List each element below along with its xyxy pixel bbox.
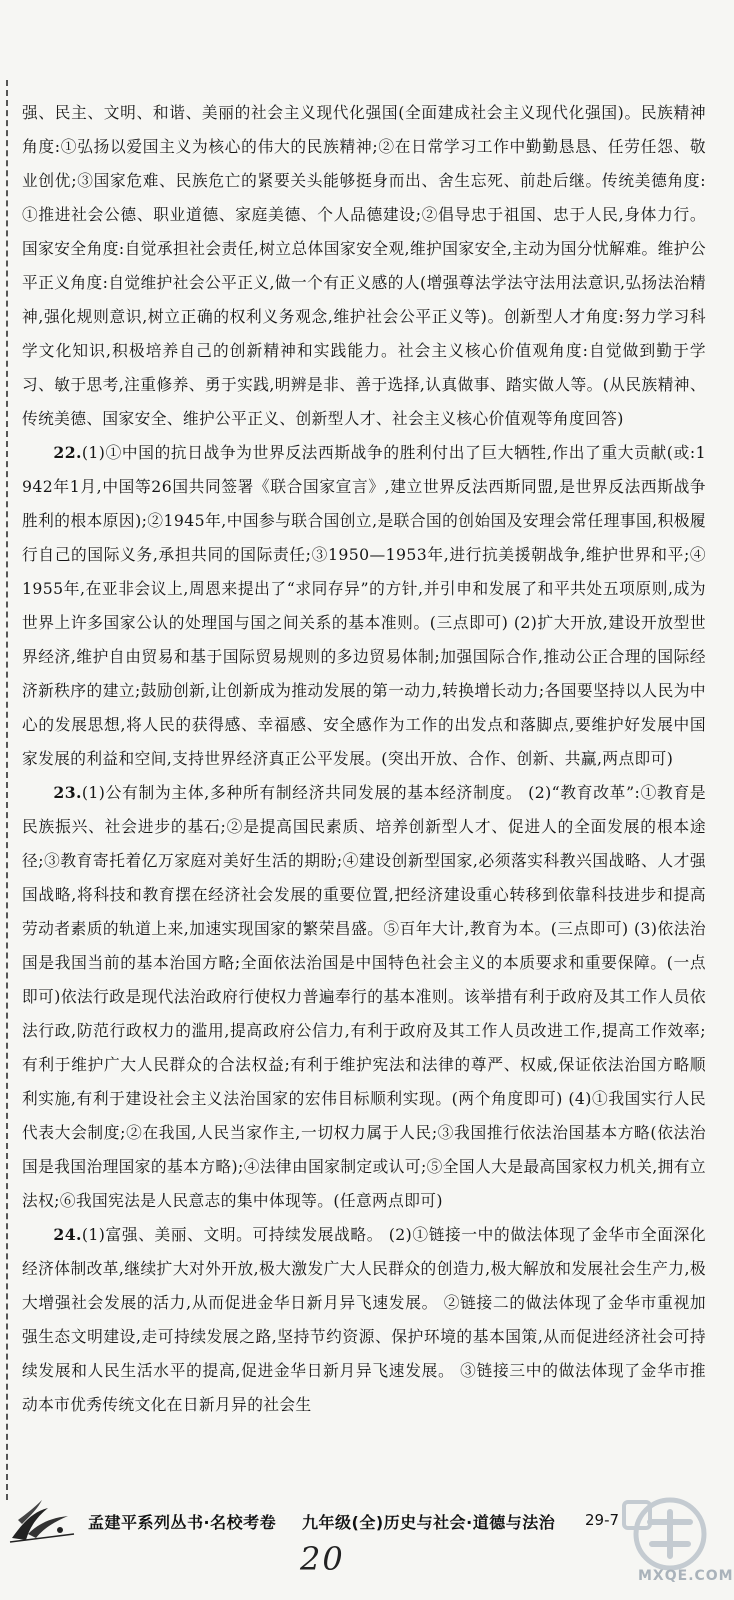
page-footer xyxy=(0,1494,734,1600)
question-number: 24. xyxy=(53,1225,82,1244)
paragraph-text: (1)①中国的抗日战争为世界反法西斯战争的胜利付出了巨大牺牲,作出了重大贡献(或:1942年1月,中国等26国共同签署《联合国家宣言》,建立世界反法西斯同盟,是世界反法西斯战争胜利的根本原因);②1945年,中国参与联合国创立,是联合国的创始国及安理会常任理事国,积极履行自己的国际义务,承担共同的国际责任;③1950—1953年,进行抗美援朝战争,维护世界和平;④1955年,在亚非会议上,周恩来提出了“求同存异”的方针,并引申和发展了和平共处五项原则,成为世界上许多国家公认的处理国与国之间关系的基本准则。(三点即可) (2)扩大开放,建设开放型世界经济,维护自由贸易和基于国际贸易规则的多边贸易体制;加强国际合作,推动公正合理的国际经济新秩序的建立;鼓励创新,让创新成为推动发展的第一动力,转换增长动力;各国要坚持以人民为中心的发展思想,将人民的获得感、幸福感、安全感作为工作的出发点和落脚点,要维护好发展中国家发展的利益和空间,支持世界经济真正公平发展。(突出开放、合作、创新、共赢,两点即可) xyxy=(22,443,706,768)
subject-title: 九年级(全)历史与社会·道德与法治 xyxy=(302,1513,556,1532)
handwritten-page-number: 20 xyxy=(300,1540,345,1578)
brush-logo-icon xyxy=(8,1494,80,1544)
answer-content xyxy=(22,96,706,1422)
paragraph-text: (1)富强、美丽、文明。可持续发展战略。 (2)①链接一中的做法体现了金华市全面深化经济体制改革,继续扩大对外开放,极大激发广大人民群众的创造力,极大解放和发展社会生产力,极大增强社会发展的活力,从而促进金华日新月异飞速发展。 ②链接二的做法体现了金华市重视加强生态文明建设,走可持续发展之路,坚持节约资源、保护环境的基本国策,从而促进经济社会可持续发展和人民生活水平的提高,促进金华日新月异飞速发展。 ③链接三中的做法体现了金华市推动本市优秀传统文化在日新月异的社会生 xyxy=(22,1225,706,1414)
watermark-logo-icon xyxy=(600,1494,721,1600)
binding-dashed-line xyxy=(6,80,8,1500)
watermark-text: MXQE.COM xyxy=(638,1568,734,1584)
answer-paragraph-24 xyxy=(22,1218,706,1422)
page-number: 29-7 xyxy=(585,1511,620,1529)
series-title: 孟建平系列丛书·名校考卷 xyxy=(88,1513,277,1532)
answer-paragraph-continued xyxy=(22,96,706,436)
paragraph-text: 强、民主、文明、和谐、美丽的社会主义现代化强国(全面建成社会主义现代化强国)。民族精神角度:①弘扬以爱国主义为核心的伟大的民族精神;②在日常学习工作中勤勤恳恳、任劳任怨、敬业创优;③国家危难、民族危亡的紧要关头能够挺身而出、舍生忘死、前赴后继。传统美德角度:①推进社会公德、职业道德、家庭美德、个人品德建设;②倡导忠于祖国、忠于人民,身体力行。国家安全角度:自觉承担社会责任,树立总体国家安全观,维护国家安全,主动为国分忧解难。维护公平正义角度:自觉维护社会公平正义,做一个有正义感的人(增强尊法学法守法用法意识,弘扬法治精神,强化规则意识,树立正确的权利义务观念,维护社会公平正义等)。创新型人才角度:努力学习科学文化知识,积极培养自己的创新精神和实践能力。社会主义核心价值观角度:自觉做到勤于学习、敏于思考,注重修养、勇于实践,明辨是非、善于选择,认真做事、踏实做人等。(从民族精神、传统美德、国家安全、维护公平正义、创新型人才、社会主义核心价值观等角度回答) xyxy=(22,103,706,428)
question-number: 23. xyxy=(53,783,82,802)
question-number: 22. xyxy=(53,443,82,462)
answer-paragraph-22 xyxy=(22,436,706,776)
answer-paragraph-23 xyxy=(22,776,706,1218)
paragraph-text: (1)公有制为主体,多种所有制经济共同发展的基本经济制度。 (2)“教育改革”:①教育是民族振兴、社会进步的基石;②是提高国民素质、培养创新型人才、促进人的全面发展的根本途径;③教育寄托着亿万家庭对美好生活的期盼;④建设创新型国家,必须落实科教兴国战略、人才强国战略,将科技和教育摆在经济社会发展的重要位置,把经济建设重心转移到依靠科技进步和提高劳动者素质的轨道上来,加速实现国家的繁荣昌盛。⑤百年大计,教育为本。(三点即可) (3)依法治国是我国当前的基本治国方略;全面依法治国是中国特色社会主义的本质要求和重要保障。(一点即可)依法行政是现代法治政府行使权力普遍奉行的基本准则。该举措有利于政府及其工作人员依法行政,防范行政权力的滥用,提高政府公信力,有利于政府及其工作人员改进工作,提高工作效率;有利于维护广大人民群众的合法权益;有利于维护宪法和法律的尊严、权威,保证依法治国方略顺利实施,有利于建设社会主义法治国家的宏伟目标顺利实现。(两个角度即可) (4)①我国实行人民代表大会制度;②在我国,人民当家作主,一切权力属于人民;③我国推行依法治国基本方略(依法治国是我国治理国家的基本方略);④法律由国家制定或认可;⑤全国人大是最高国家权力机关,拥有立法权;⑥我国宪法是人民意志的集中体现等。(任意两点即可) xyxy=(22,783,706,1210)
